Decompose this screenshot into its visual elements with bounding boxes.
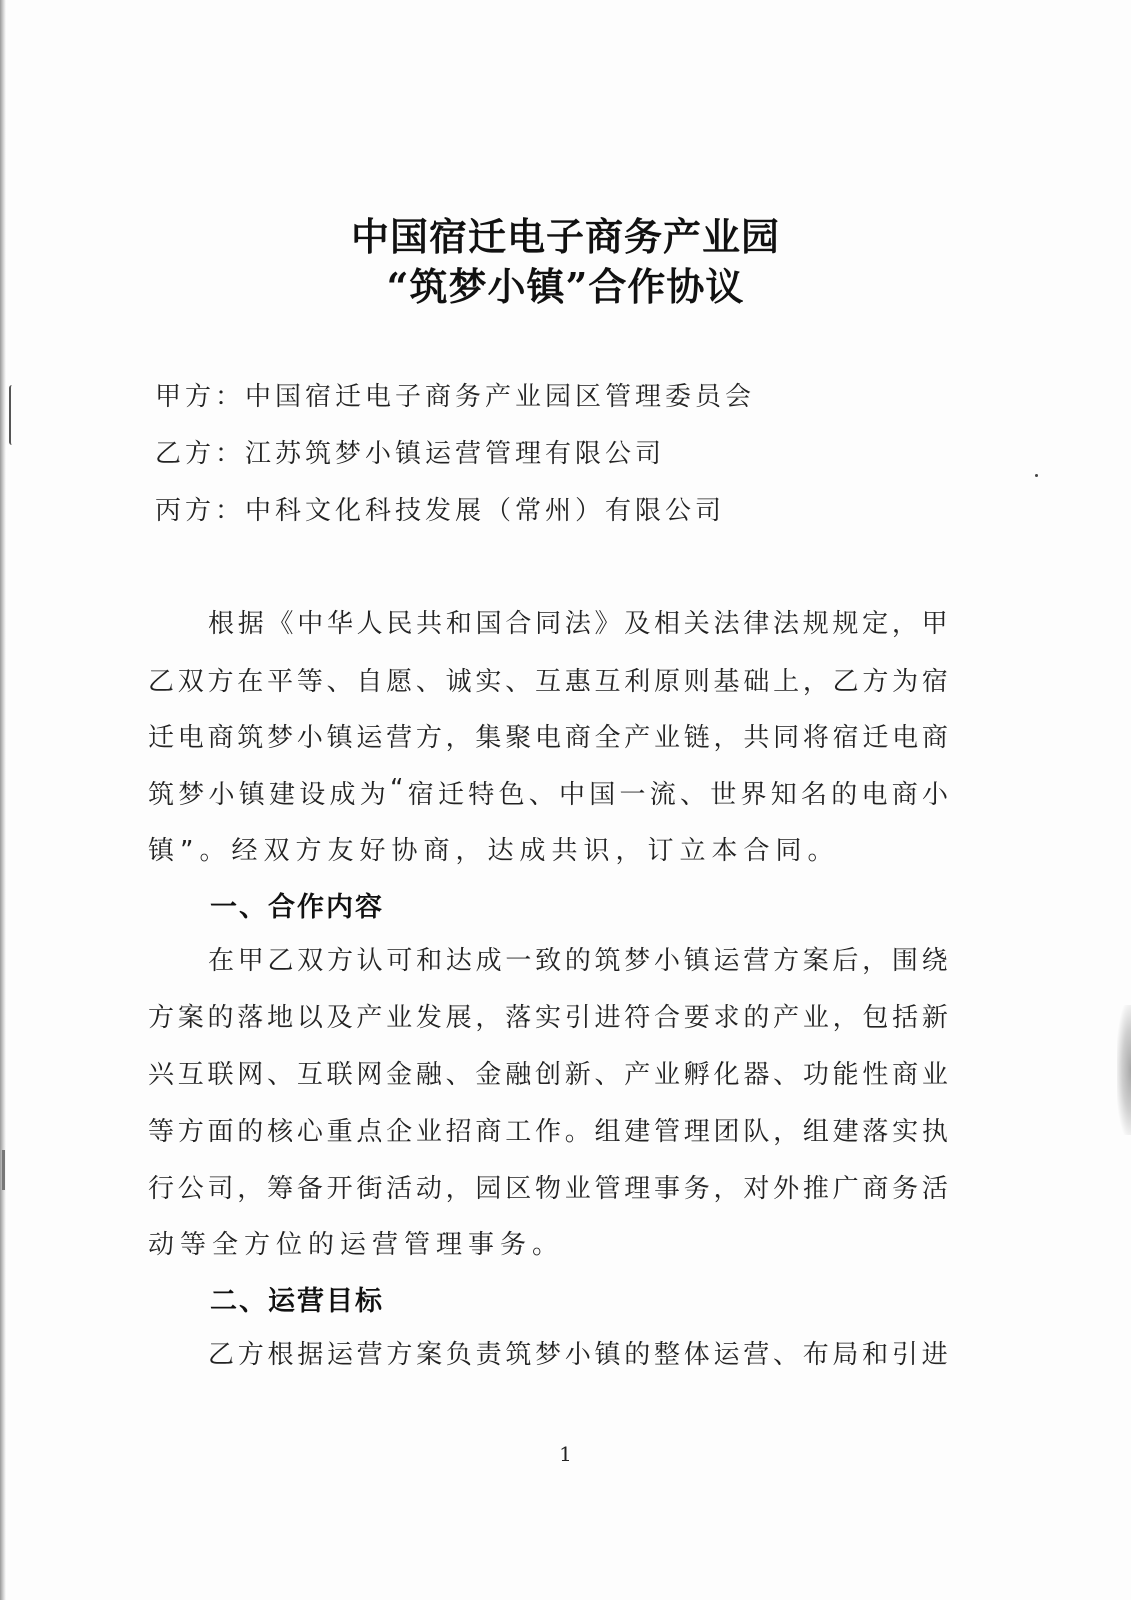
- section-heading-operation-goals: 二、运营目标: [210, 1286, 384, 1317]
- preamble-line: 乙 双 方 在 平 等 、 自 愿 、 诚 实 、 互 惠 互 利 原 则 基 础 上 ， 乙 方 为 宿: [148, 667, 948, 697]
- preamble-line: 筑 梦 小 镇 建 设 成 为 “ 宿 迁 特 色 、 中 国 一 流 、 世 界 知 名 的 电 商 小: [148, 774, 948, 810]
- preamble-line: 镇”。经双方友好协商，达成共识，订立本合同。: [148, 836, 840, 866]
- preamble-line: 迁 电 商 筑 梦 小 镇 运 营 方 ， 集 聚 电 商 全 产 业 链 ， 共 同 将 宿 迁 电 商: [148, 723, 948, 753]
- section1-line: 兴 互 联 网 、 互 联 网 金 融 、 金 融 创 新 、 产 业 孵 化 器 、 功 能 性 商 业: [148, 1060, 948, 1090]
- document-title-line-1: 中国宿迁电子商务产业园: [350, 214, 780, 259]
- party-c: 丙方：中科文化科技发展（常州）有限公司: [155, 496, 726, 526]
- section2-line: 乙 方 根 据 运 营 方 案 负 责 筑 梦 小 镇 的 整 体 运 营 、 布 局 和 引 进: [208, 1340, 948, 1370]
- party-b: 乙方：江苏筑梦小镇运营管理有限公司: [155, 439, 666, 469]
- section1-line: 方 案 的 落 地 以 及 产 业 发 展 ， 落 实 引 进 符 合 要 求 的 产 业 ， 包 括 新: [148, 1003, 948, 1033]
- scan-mark: [9, 385, 15, 445]
- page-number: 1: [559, 1442, 572, 1466]
- party-a: 甲方：中国宿迁电子商务产业园区管理委员会: [155, 382, 756, 412]
- section1-line: 动等全方位的运营管理事务。: [148, 1230, 565, 1260]
- scan-mark: [2, 1150, 5, 1190]
- section1-line: 在 甲 乙 双 方 认 可 和 达 成 一 致 的 筑 梦 小 镇 运 营 方 案 后 ， 围 绕: [208, 946, 948, 976]
- document-title-line-2: “筑梦小镇”合作协议: [386, 264, 745, 309]
- section1-line: 行 公 司 ， 筹 备 开 街 活 动 ， 园 区 物 业 管 理 事 务 ， 对 外 推 广 商 务 活: [148, 1174, 948, 1204]
- scan-shadow-right: [1117, 1005, 1131, 1135]
- preamble-line: 根 据 《 中 华 人 民 共 和 国 合 同 法 》 及 相 关 法 律 法 规 规 定 ， 甲: [208, 609, 948, 639]
- section1-line: 等 方 面 的 核 心 重 点 企 业 招 商 工 作 。 组 建 管 理 团 队 ， 组 建 落 实 执: [148, 1117, 948, 1147]
- scan-speck: [1035, 474, 1038, 477]
- section-heading-cooperation: 一、合作内容: [210, 892, 384, 923]
